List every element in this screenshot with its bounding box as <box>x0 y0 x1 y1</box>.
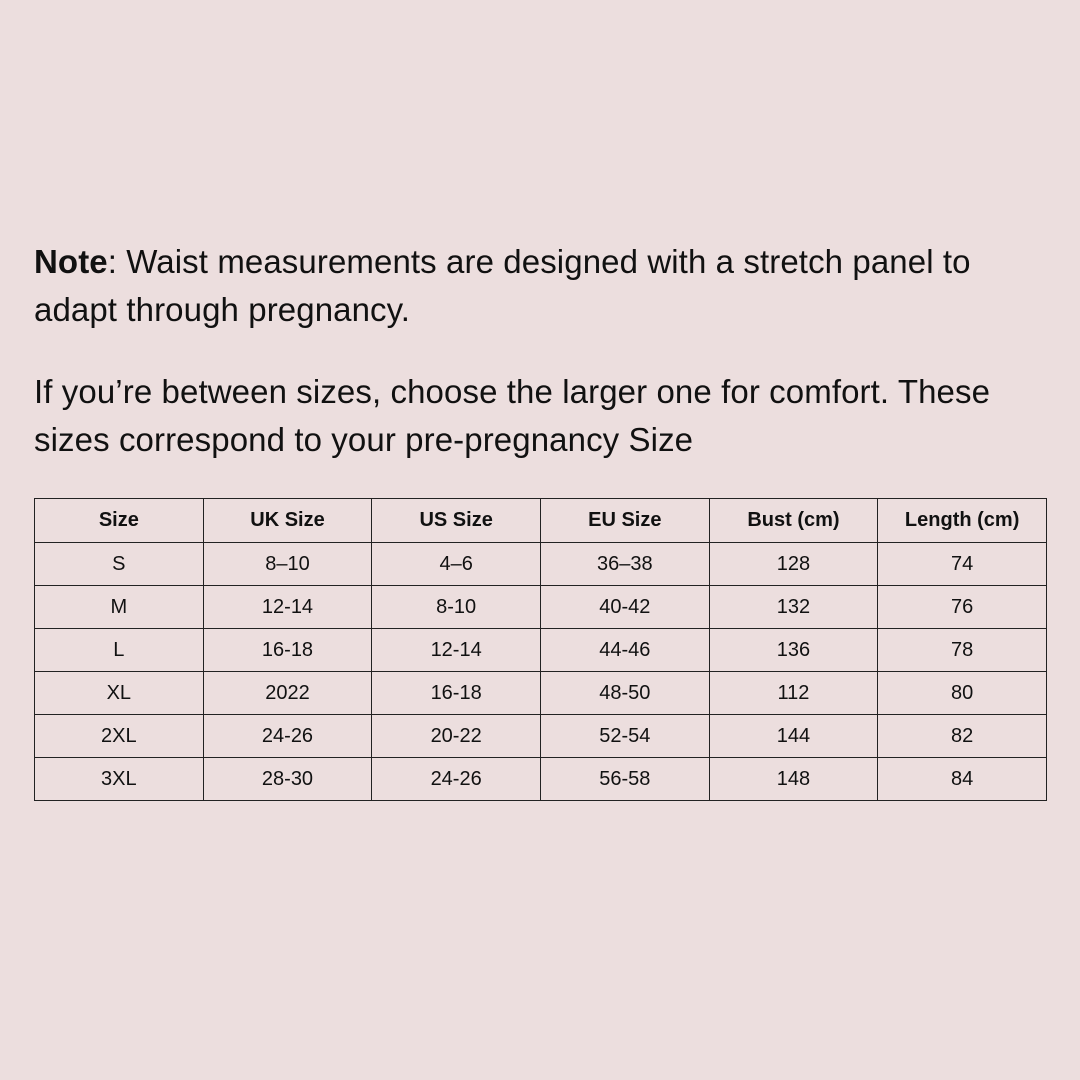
cell-size: L <box>35 629 204 672</box>
cell-eu-size: 44-46 <box>540 629 709 672</box>
header-bust: Bust (cm) <box>709 499 878 543</box>
cell-length: 74 <box>878 543 1047 586</box>
table-row <box>35 586 1047 629</box>
table-row <box>35 758 1047 801</box>
table-row <box>35 629 1047 672</box>
header-us-size: US Size <box>372 499 541 543</box>
header-size: Size <box>35 499 204 543</box>
cell-us-size: 12-14 <box>372 629 541 672</box>
cell-size: M <box>35 586 204 629</box>
cell-us-size: 16-18 <box>372 672 541 715</box>
cell-bust: 148 <box>709 758 878 801</box>
cell-us-size: 4–6 <box>372 543 541 586</box>
size-chart-table <box>34 498 1047 801</box>
cell-us-size: 8-10 <box>372 586 541 629</box>
cell-bust: 112 <box>709 672 878 715</box>
cell-us-size: 20-22 <box>372 715 541 758</box>
cell-eu-size: 40-42 <box>540 586 709 629</box>
table-row <box>35 715 1047 758</box>
note-label: Note <box>34 243 108 280</box>
cell-us-size: 24-26 <box>372 758 541 801</box>
cell-eu-size: 52-54 <box>540 715 709 758</box>
size-notes <box>34 238 1046 464</box>
table-row <box>35 672 1047 715</box>
cell-bust: 128 <box>709 543 878 586</box>
header-length: Length (cm) <box>878 499 1047 543</box>
cell-size: S <box>35 543 204 586</box>
table-row <box>35 543 1047 586</box>
cell-bust: 136 <box>709 629 878 672</box>
cell-uk-size: 8–10 <box>203 543 372 586</box>
cell-uk-size: 16-18 <box>203 629 372 672</box>
header-eu-size: EU Size <box>540 499 709 543</box>
waist-note <box>34 238 1046 334</box>
cell-length: 82 <box>878 715 1047 758</box>
note-text: : Waist measurements are designed with a stretch panel to adapt through pregnancy. <box>34 243 971 328</box>
cell-eu-size: 48-50 <box>540 672 709 715</box>
cell-bust: 132 <box>709 586 878 629</box>
header-uk-size: UK Size <box>203 499 372 543</box>
cell-length: 84 <box>878 758 1047 801</box>
cell-size: 2XL <box>35 715 204 758</box>
cell-length: 76 <box>878 586 1047 629</box>
cell-length: 80 <box>878 672 1047 715</box>
sizing-advice: If you’re between sizes, choose the larger one for comfort. These sizes correspond to your pre-pregnancy Size <box>34 373 991 458</box>
cell-uk-size: 12-14 <box>203 586 372 629</box>
table-header-row <box>35 499 1047 543</box>
cell-uk-size: 24-26 <box>203 715 372 758</box>
cell-size: 3XL <box>35 758 204 801</box>
cell-eu-size: 56-58 <box>540 758 709 801</box>
cell-size: XL <box>35 672 204 715</box>
cell-eu-size: 36–38 <box>540 543 709 586</box>
cell-uk-size: 28-30 <box>203 758 372 801</box>
cell-bust: 144 <box>709 715 878 758</box>
cell-length: 78 <box>878 629 1047 672</box>
cell-uk-size: 2022 <box>203 672 372 715</box>
